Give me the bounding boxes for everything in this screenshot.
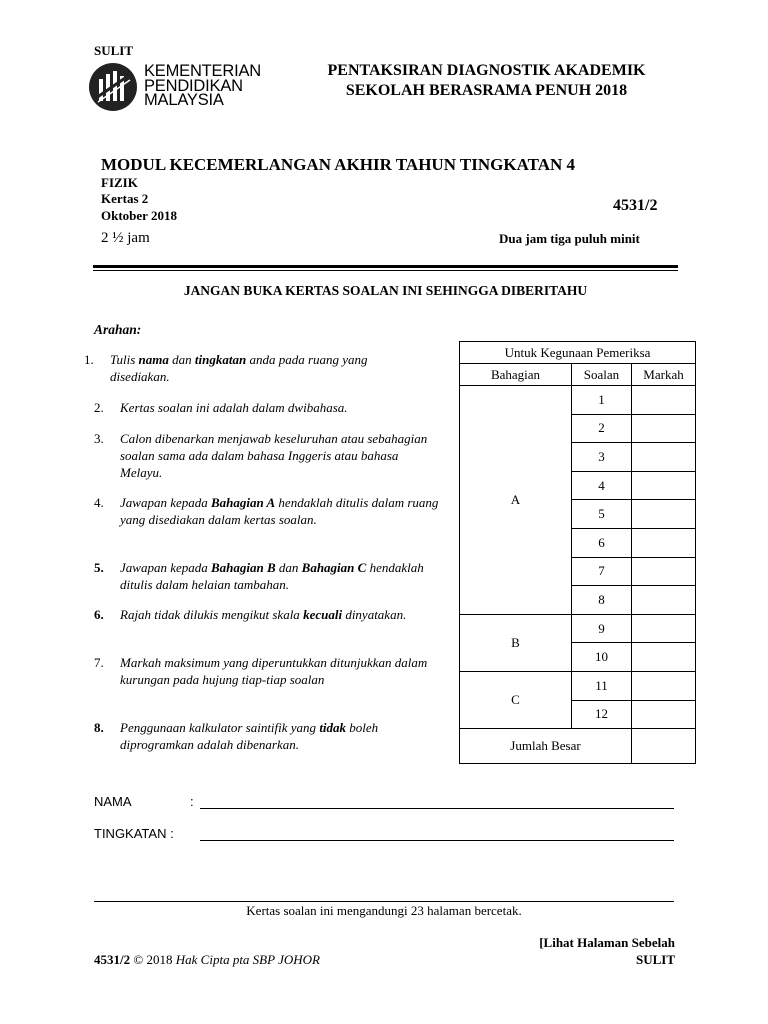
instructions-heading: Arahan: (94, 322, 142, 337)
instruction-text (120, 606, 430, 623)
instruction-fragment: dinyatakan. (342, 607, 407, 622)
question-number-cell: 7 (572, 557, 632, 586)
question-number-cell: 8 (572, 586, 632, 615)
instruction-fragment: Calon dibenarkan menjawab keseluruhan atau sebahagian soalan sama ada dalam bahasa Inggeris atau bahasa Melayu. (120, 431, 428, 480)
instruction-number: 6. (94, 607, 104, 622)
exam-date: Oktober 2018 (101, 208, 177, 223)
marks-cell[interactable] (632, 414, 696, 443)
question-number-cell: 6 (572, 528, 632, 557)
instruction-fragment: hendaklah ditulis dalam helaian tambahan. (120, 560, 424, 592)
table-row (460, 671, 696, 700)
question-number-cell: 10 (572, 643, 632, 672)
instruction-fragment: Jawapan kepada (120, 495, 211, 510)
question-number-cell: 11 (572, 671, 632, 700)
header-rule-thick (93, 265, 678, 268)
ministry-seal-icon (88, 62, 138, 112)
instruction-number: 7. (94, 655, 104, 670)
total-marks-cell[interactable] (632, 729, 696, 764)
paper-number: Kertas 2 (101, 191, 149, 206)
assessment-title: PENTAKSIRAN DIAGNOSTIK AKADEMIK SEKOLAH BERASRAMA PENUH 2018 (327, 62, 646, 99)
section-cell: B (460, 614, 572, 671)
marks-cell[interactable] (632, 528, 696, 557)
instruction-text (120, 494, 450, 528)
class-field[interactable] (200, 840, 674, 841)
module-title: MODUL KECEMERLANGAN AKHIR TAHUN TINGKATAN 4 (101, 155, 575, 174)
page-count-note: Kertas soalan ini mengandungi 23 halaman bercetak. (246, 903, 522, 918)
classification-top: SULIT (94, 43, 134, 58)
marks-cell[interactable] (632, 700, 696, 729)
instruction-number: 1. (84, 352, 94, 367)
col-header-question: Soalan (572, 364, 632, 386)
question-number-cell: 12 (572, 700, 632, 729)
marks-cell[interactable] (632, 586, 696, 615)
section-cell: C (460, 671, 572, 728)
instruction-fragment: anda pada ruang yang disediakan. (110, 352, 368, 384)
instruction-text (120, 719, 430, 753)
instruction-number: 4. (94, 495, 104, 510)
footer-code: 4531/2 (94, 952, 131, 967)
question-number-cell: 5 (572, 500, 632, 529)
instruction-emphasis: Bahagian C (301, 560, 367, 575)
instruction-text (120, 559, 450, 593)
instruction-fragment: dan (168, 352, 195, 367)
instruction-text (110, 351, 420, 385)
marks-cell[interactable] (632, 671, 696, 700)
instruction-text (120, 654, 430, 688)
instruction-emphasis: Bahagian A (210, 495, 276, 510)
table-row (460, 614, 696, 643)
instruction-emphasis: Bahagian B (210, 560, 276, 575)
examiner-table (459, 341, 696, 764)
question-number-cell: 9 (572, 614, 632, 643)
section-cell: A (460, 386, 572, 615)
instruction-fragment: hendaklah ditulis dalam ruang yang disediakan dalam kertas soalan. (120, 495, 439, 527)
instruction-text (120, 430, 430, 481)
instruction-fragment: Tulis (110, 352, 139, 367)
instruction-number: 3. (94, 431, 104, 446)
marks-cell[interactable] (632, 643, 696, 672)
ministry-logo (88, 62, 278, 112)
instruction-fragment: Rajah tidak dilukis mengikut skala (120, 607, 304, 622)
copyright-line (94, 952, 320, 968)
duration: 2 ½ jam (101, 230, 150, 246)
instruction-fragment: Jawapan kepada (120, 560, 211, 575)
instruction-fragment: Markah maksimum yang diperuntukkan ditunjukkan dalam kurungan pada hujung tiap-tiap soalan (120, 655, 428, 687)
header-rule-thin (93, 270, 678, 271)
subject: FIZIK (101, 175, 138, 190)
instruction-fragment: boleh diprogramkan adalah dibenarkan. (120, 720, 379, 752)
instruction-number: 2. (94, 400, 104, 415)
class-label: TINGKATAN : (94, 826, 174, 841)
name-label: NAMA (94, 794, 132, 809)
do-not-open-warning: JANGAN BUKA KERTAS SOALAN INI SEHINGGA DIBERITAHU (183, 283, 588, 298)
marks-cell[interactable] (632, 443, 696, 472)
name-colon: : (190, 794, 194, 809)
question-number-cell: 4 (572, 471, 632, 500)
next-page-note: [Lihat Halaman Sebelah (539, 935, 675, 950)
instruction-fragment: Kertas soalan ini adalah dalam dwibahasa. (120, 400, 348, 415)
instruction-emphasis: tidak (319, 720, 347, 735)
total-label-cell: Jumlah Besar (460, 729, 632, 764)
instruction-fragment: Penggunaan kalkulator saintifik yang (120, 720, 320, 735)
instruction-emphasis: kecuali (303, 607, 343, 622)
marks-cell[interactable] (632, 557, 696, 586)
marks-cell[interactable] (632, 614, 696, 643)
name-field[interactable] (200, 808, 674, 809)
copyright-holder: Hak Cipta pta SBP JOHOR (175, 952, 320, 967)
table-title: Untuk Kegunaan Pemeriksa (460, 342, 696, 364)
question-number-cell: 1 (572, 386, 632, 415)
question-number-cell: 3 (572, 443, 632, 472)
marks-cell[interactable] (632, 471, 696, 500)
paper-code: 4531/2 (613, 197, 658, 214)
copyright-year: © 2018 (133, 952, 173, 967)
instruction-emphasis: nama (138, 352, 169, 367)
instruction-fragment: dan (275, 560, 302, 575)
table-row (460, 386, 696, 415)
duration-words: Dua jam tiga puluh minit (499, 231, 640, 246)
col-header-section: Bahagian (460, 364, 572, 386)
instruction-text (120, 399, 420, 416)
footer-rule (94, 901, 674, 902)
instruction-number: 8. (94, 720, 104, 735)
instruction-emphasis: tingkatan (194, 352, 247, 367)
col-header-marks: Markah (632, 364, 696, 386)
classification-bottom: SULIT (635, 952, 675, 967)
instruction-number: 5. (94, 560, 104, 575)
marks-cell[interactable] (632, 500, 696, 529)
question-number-cell: 2 (572, 414, 632, 443)
ministry-name: KEMENTERIAN PENDIDIKAN MALAYSIA (144, 62, 261, 109)
marks-cell[interactable] (632, 386, 696, 415)
